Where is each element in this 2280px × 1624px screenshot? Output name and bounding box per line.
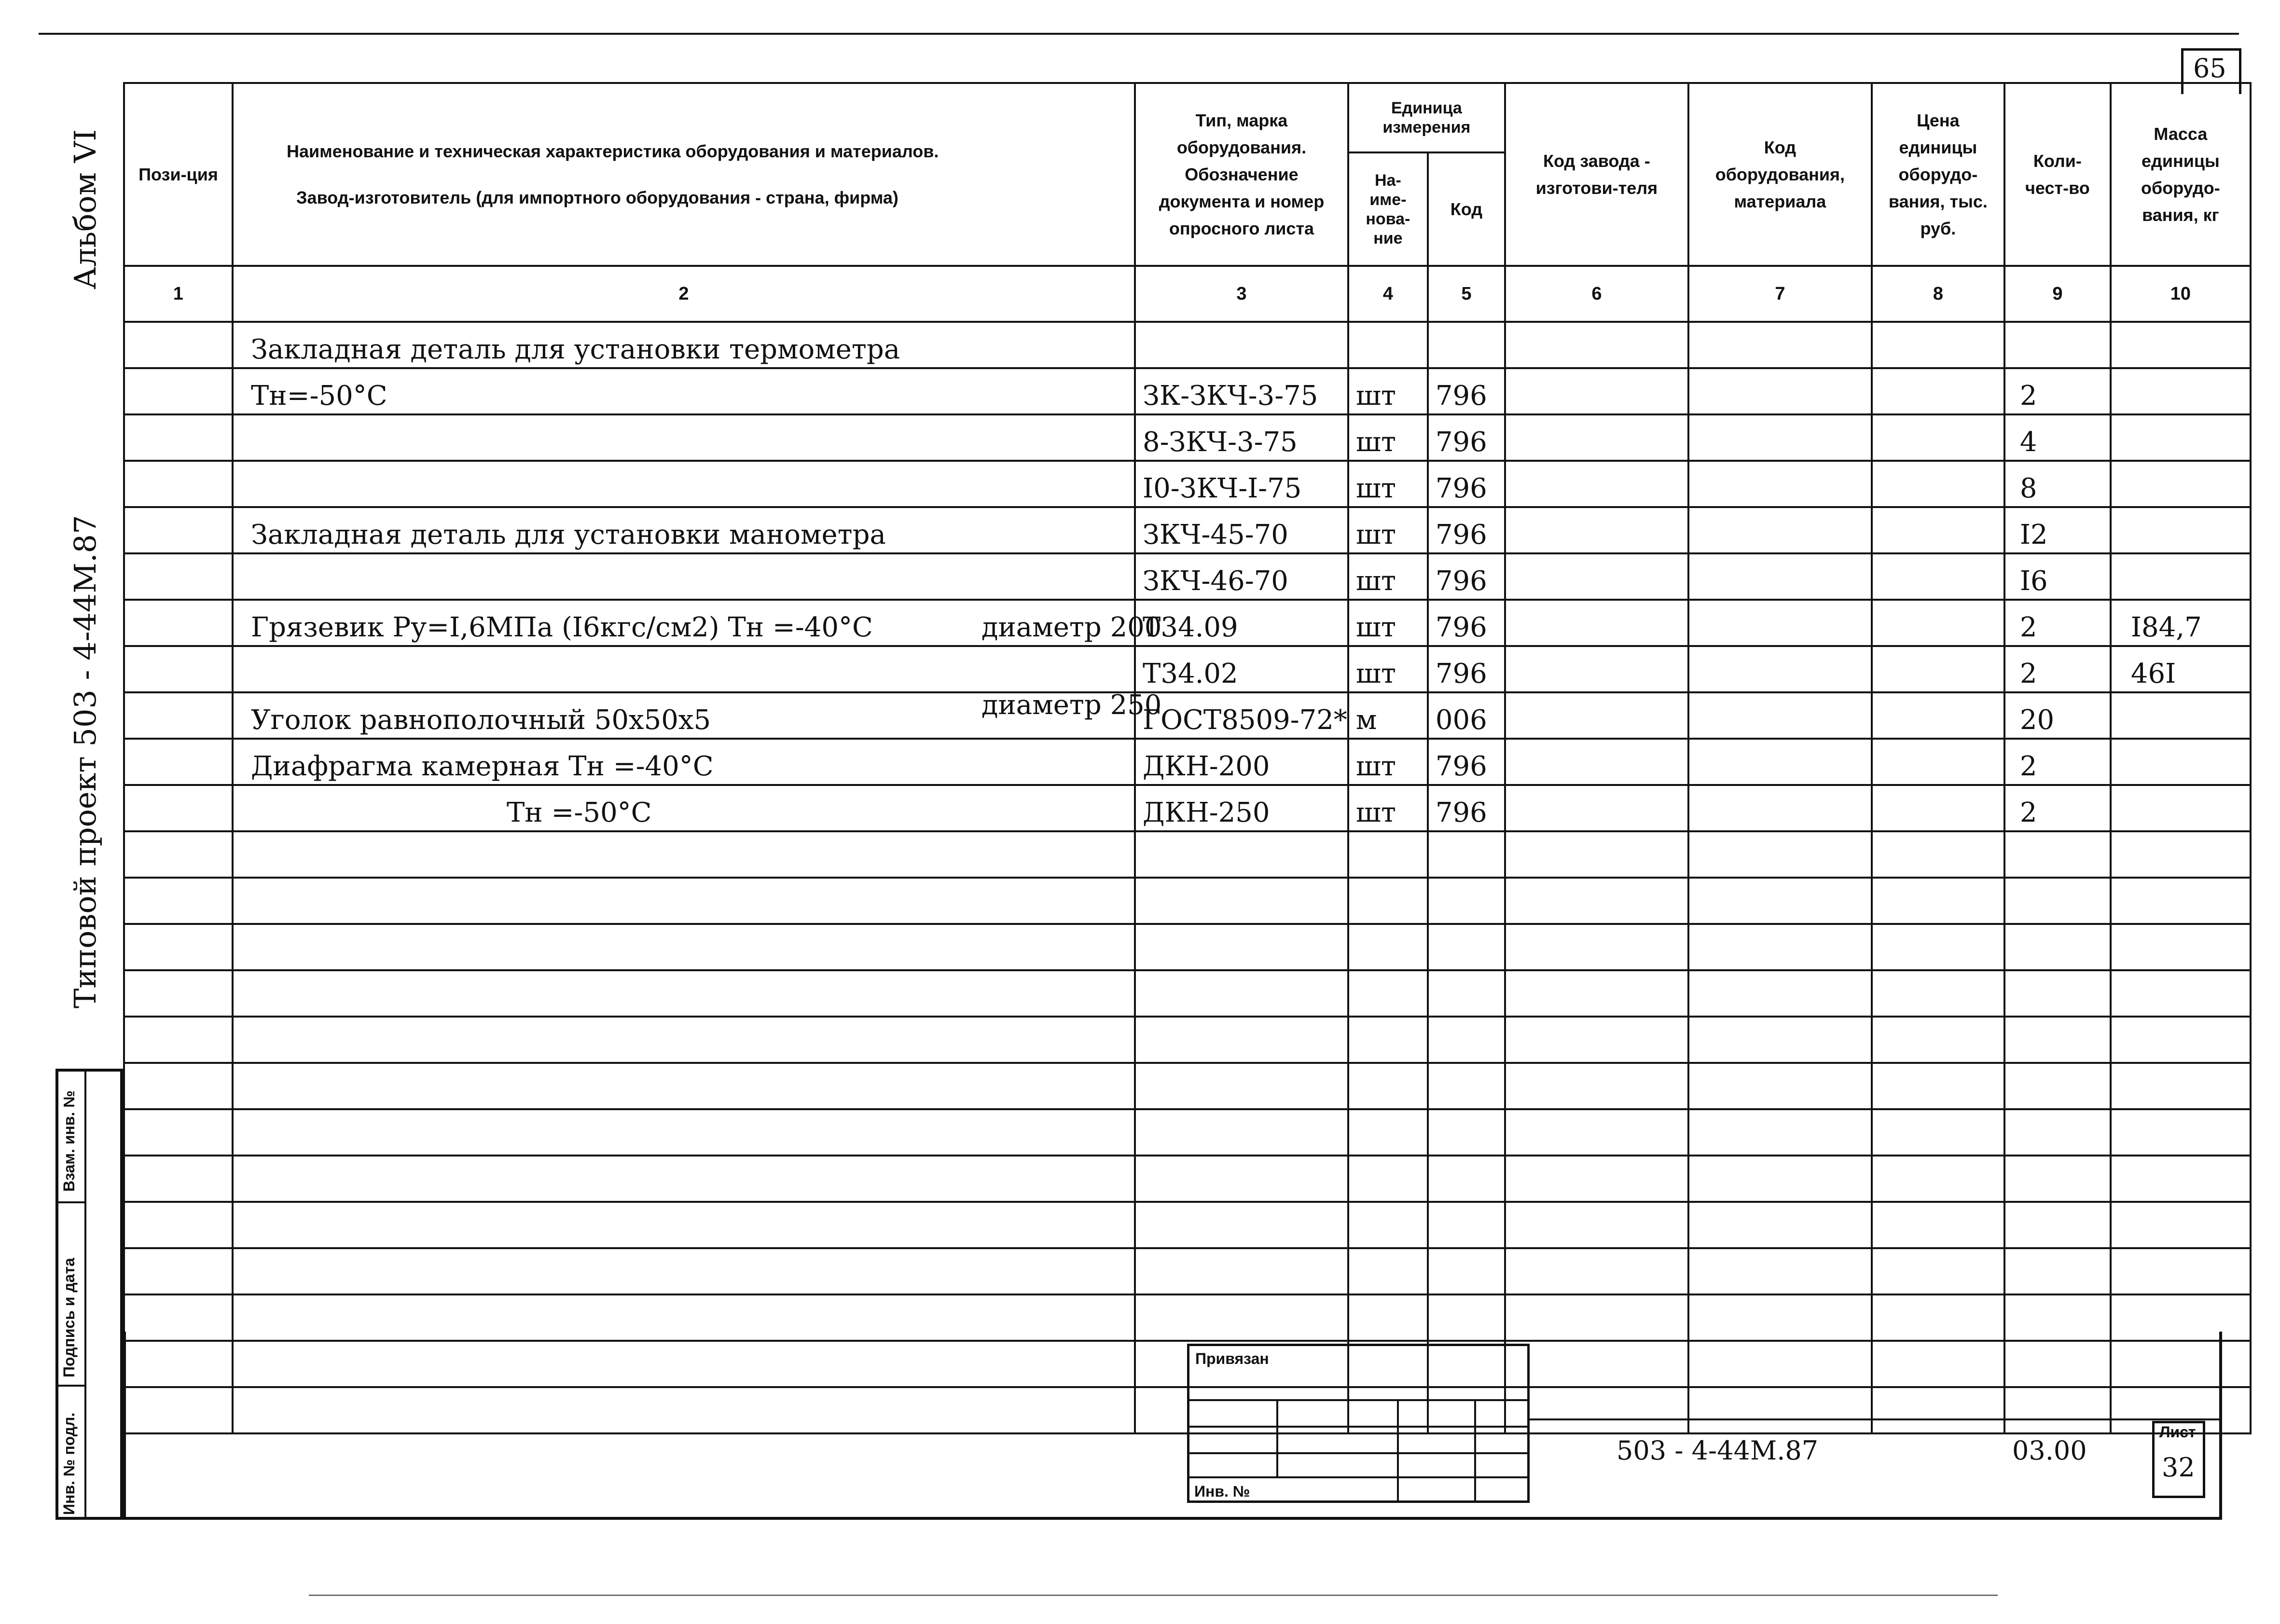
header-unit-name: На-име-нова-ние <box>1348 152 1428 266</box>
empty-cell <box>1505 924 1688 970</box>
column-number: 7 <box>1688 266 1872 322</box>
privyazan-stamp <box>1187 1344 1530 1503</box>
factory-code-cell <box>1505 322 1688 368</box>
stamp-divider <box>55 1201 86 1203</box>
type-cell: ГОСТ8509-72* <box>1135 692 1348 739</box>
empty-cell <box>1135 1017 1348 1063</box>
empty-cell <box>2004 1202 2111 1248</box>
equipment-code-cell <box>1688 322 1872 368</box>
quantity-cell: 2 <box>2004 600 2111 646</box>
factory-code-cell <box>1505 692 1688 739</box>
unit-name-cell: шт <box>1348 600 1428 646</box>
name-cell <box>233 461 1135 507</box>
empty-cell <box>2004 831 2111 878</box>
empty-cell <box>1872 878 2004 924</box>
empty-cell <box>124 1063 233 1109</box>
equipment-code-cell <box>1688 785 1872 831</box>
column-number: 1 <box>124 266 233 322</box>
empty-cell <box>1428 1017 1505 1063</box>
empty-cell <box>124 1248 233 1294</box>
privyazan-line <box>1189 1476 1527 1478</box>
column-number: 4 <box>1348 266 1428 322</box>
mass-cell <box>2111 739 2251 785</box>
empty-cell <box>2004 1063 2111 1109</box>
column-number: 5 <box>1428 266 1505 322</box>
price-cell <box>1872 692 2004 739</box>
item-diameter: диаметр 250 <box>981 689 1162 721</box>
equipment-code-cell <box>1688 739 1872 785</box>
empty-cell <box>1505 1063 1688 1109</box>
empty-cell <box>1135 1248 1348 1294</box>
empty-cell <box>1348 1248 1428 1294</box>
header-equipment-code: Код оборудования, материала <box>1688 83 1872 266</box>
empty-cell <box>1505 1017 1688 1063</box>
empty-cell <box>1348 1202 1428 1248</box>
document-code: 503 - 4-44М.87 <box>1617 1435 1819 1466</box>
empty-cell <box>1505 1156 1688 1202</box>
column-number: 2 <box>233 266 1135 322</box>
unit-code-cell: 796 <box>1428 646 1505 692</box>
empty-cell <box>2111 1063 2251 1109</box>
empty-cell <box>1688 878 1872 924</box>
empty-cell <box>1135 924 1348 970</box>
position-cell <box>124 646 233 692</box>
unit-name-cell: шт <box>1348 785 1428 831</box>
header-name-line2: Завод-изготовитель (для импортного оборудования - страна, фирма) <box>296 187 898 207</box>
empty-cell <box>1348 924 1428 970</box>
factory-code-cell <box>1505 785 1688 831</box>
header-name-line1: Наименование и техническая характеристика оборудования и материалов. <box>287 141 939 161</box>
unit-name-cell: шт <box>1348 507 1428 553</box>
column-number: 9 <box>2004 266 2111 322</box>
empty-cell <box>1872 924 2004 970</box>
empty-cell <box>2111 1109 2251 1156</box>
factory-code-cell <box>1505 368 1688 414</box>
empty-cell <box>1348 970 1428 1017</box>
privyazan-line <box>1276 1399 1278 1476</box>
empty-cell <box>1872 831 2004 878</box>
unit-name-cell: шт <box>1348 646 1428 692</box>
empty-cell <box>1135 1063 1348 1109</box>
type-cell: 8-ЗКЧ-3-75 <box>1135 414 1348 461</box>
empty-cell <box>1505 878 1688 924</box>
privyazan-line <box>1189 1399 1527 1401</box>
document-subcode: 03.00 <box>2012 1435 2087 1466</box>
title-block-line <box>1530 1418 2222 1420</box>
empty-cell <box>233 1156 1135 1202</box>
type-cell: ЗКЧ-46-70 <box>1135 553 1348 600</box>
empty-cell <box>2111 1202 2251 1248</box>
unit-code-cell: 796 <box>1428 739 1505 785</box>
empty-cell <box>1428 1202 1505 1248</box>
price-cell <box>1872 368 2004 414</box>
empty-cell <box>2111 1156 2251 1202</box>
empty-cell <box>233 1109 1135 1156</box>
header-unit-code: Код <box>1428 152 1505 266</box>
empty-cell <box>1428 1063 1505 1109</box>
empty-cell <box>233 1202 1135 1248</box>
empty-cell <box>124 1156 233 1202</box>
privyazan-line <box>1189 1426 1527 1428</box>
quantity-cell: 20 <box>2004 692 2111 739</box>
empty-cell <box>233 1017 1135 1063</box>
empty-cell <box>1348 1156 1428 1202</box>
price-cell <box>1872 739 2004 785</box>
position-cell <box>124 600 233 646</box>
name-cell <box>233 414 1135 461</box>
empty-cell <box>2111 878 2251 924</box>
header-factory-code: Код завода - изготови-теля <box>1505 83 1688 266</box>
type-cell: Т34.02 <box>1135 646 1348 692</box>
empty-cell <box>1688 1063 1872 1109</box>
empty-cell <box>1135 878 1348 924</box>
price-cell <box>1872 322 2004 368</box>
type-cell: ДКН-200 <box>1135 739 1348 785</box>
table-row <box>124 553 2251 600</box>
empty-cell <box>1135 831 1348 878</box>
name-cell <box>233 785 1135 831</box>
unit-name-cell: м <box>1348 692 1428 739</box>
stamp-label-podpis: Подпись и дата <box>60 1258 78 1377</box>
empty-cell <box>2004 1156 2111 1202</box>
quantity-cell: I6 <box>2004 553 2111 600</box>
position-cell <box>124 785 233 831</box>
equipment-code-cell <box>1688 507 1872 553</box>
factory-code-cell <box>1505 507 1688 553</box>
empty-cell <box>2111 1248 2251 1294</box>
type-cell <box>1135 322 1348 368</box>
empty-cell <box>233 1248 1135 1294</box>
empty-cell <box>1428 1109 1505 1156</box>
empty-table-row <box>124 1063 2251 1109</box>
empty-cell <box>2111 924 2251 970</box>
factory-code-cell <box>1505 600 1688 646</box>
quantity-cell: 2 <box>2004 368 2111 414</box>
empty-cell <box>1428 924 1505 970</box>
position-cell <box>124 739 233 785</box>
empty-cell <box>1348 831 1428 878</box>
column-number: 10 <box>2111 266 2251 322</box>
empty-cell <box>233 1063 1135 1109</box>
item-name: Уголок равнополочный 50x50x5 <box>251 704 711 736</box>
empty-cell <box>1688 1156 1872 1202</box>
item-name: Грязевик Ру=I,6МПа (I6кгс/см2) Тн =-40°C <box>251 612 873 643</box>
empty-cell <box>1688 1202 1872 1248</box>
mass-cell <box>2111 461 2251 507</box>
empty-cell <box>1428 878 1505 924</box>
header-name <box>233 83 1135 266</box>
empty-cell <box>1872 970 2004 1017</box>
quantity-cell <box>2004 322 2111 368</box>
mass-cell <box>2111 507 2251 553</box>
table-row <box>124 507 2251 553</box>
sheet-label: Лист <box>2159 1423 2196 1441</box>
price-cell <box>1872 646 2004 692</box>
empty-cell <box>2004 1109 2111 1156</box>
empty-table-row <box>124 1109 2251 1156</box>
name-cell <box>233 507 1135 553</box>
equipment-code-cell <box>1688 692 1872 739</box>
name-cell <box>233 739 1135 785</box>
empty-cell <box>1872 1248 2004 1294</box>
name-cell <box>233 322 1135 368</box>
empty-cell <box>233 878 1135 924</box>
equipment-code-cell <box>1688 600 1872 646</box>
empty-cell <box>2004 878 2111 924</box>
quantity-cell: 2 <box>2004 785 2111 831</box>
quantity-cell: I2 <box>2004 507 2111 553</box>
empty-cell <box>124 1109 233 1156</box>
empty-cell <box>1872 1063 2004 1109</box>
quantity-cell: 4 <box>2004 414 2111 461</box>
equipment-code-cell <box>1688 461 1872 507</box>
factory-code-cell <box>1505 461 1688 507</box>
empty-cell <box>1348 1109 1428 1156</box>
column-number: 6 <box>1505 266 1688 322</box>
position-cell <box>124 322 233 368</box>
unit-name-cell: шт <box>1348 553 1428 600</box>
empty-cell <box>1135 1109 1348 1156</box>
inv-no-label: Инв. № <box>1194 1483 1250 1500</box>
table-row <box>124 785 2251 831</box>
empty-cell <box>1348 1017 1428 1063</box>
column-number: 8 <box>1872 266 2004 322</box>
empty-table-row <box>124 1202 2251 1248</box>
empty-cell <box>1135 1202 1348 1248</box>
empty-cell <box>1688 924 1872 970</box>
empty-cell <box>1872 1156 2004 1202</box>
type-cell: ЗК-ЗКЧ-3-75 <box>1135 368 1348 414</box>
empty-table-row <box>124 924 2251 970</box>
unit-name-cell: шт <box>1348 461 1428 507</box>
item-diameter: диаметр 200 <box>981 612 1162 643</box>
empty-cell <box>1505 970 1688 1017</box>
empty-cell <box>1135 970 1348 1017</box>
empty-cell <box>1688 1109 1872 1156</box>
mass-cell <box>2111 785 2251 831</box>
unit-name-cell: шт <box>1348 739 1428 785</box>
bottom-rule <box>309 1595 1998 1596</box>
header-position: Пози-ция <box>124 83 233 266</box>
empty-table-row <box>124 1017 2251 1063</box>
empty-cell <box>2111 831 2251 878</box>
unit-name-cell <box>1348 322 1428 368</box>
quantity-cell: 2 <box>2004 646 2111 692</box>
type-cell: ЗКЧ-45-70 <box>1135 507 1348 553</box>
table-row <box>124 692 2251 739</box>
empty-cell <box>1348 878 1428 924</box>
name-cell <box>233 600 1162 646</box>
factory-code-cell <box>1505 646 1688 692</box>
table-row <box>124 368 2251 414</box>
equipment-code-cell <box>1688 553 1872 600</box>
price-cell <box>1872 414 2004 461</box>
project-title: Типовой проект 503 - 4-44М.87 <box>68 515 103 1008</box>
unit-code-cell <box>1428 322 1505 368</box>
item-name: Закладная деталь для установки манометра <box>251 519 886 551</box>
empty-cell <box>1688 1017 1872 1063</box>
price-cell <box>1872 553 2004 600</box>
empty-table-row <box>124 1156 2251 1202</box>
album-title: Альбом VI <box>68 129 103 289</box>
mass-cell: 46I <box>2111 646 2251 692</box>
quantity-cell: 8 <box>2004 461 2111 507</box>
empty-cell <box>1872 1202 2004 1248</box>
empty-cell <box>1872 1017 2004 1063</box>
position-cell <box>124 461 233 507</box>
header-price: Цена единицы оборудо-вания, тыс. руб. <box>1872 83 2004 266</box>
mass-cell <box>2111 414 2251 461</box>
empty-cell <box>124 1202 233 1248</box>
empty-cell <box>124 924 233 970</box>
header-mass: Масса единицы оборудо-вания, кг <box>2111 83 2251 266</box>
empty-cell <box>124 831 233 878</box>
empty-cell <box>1428 831 1505 878</box>
unit-code-cell: 796 <box>1428 368 1505 414</box>
item-name: Тн=-50°C <box>251 380 387 412</box>
price-cell <box>1872 600 2004 646</box>
empty-cell <box>1505 831 1688 878</box>
type-cell: ДКН-250 <box>1135 785 1348 831</box>
mass-cell <box>2111 692 2251 739</box>
header-type: Тип, марка оборудования. Обозначение документа и номер опросного листа <box>1135 83 1348 266</box>
factory-code-cell <box>1505 739 1688 785</box>
table-row <box>124 600 2251 646</box>
column-number: 3 <box>1135 266 1348 322</box>
table-row <box>124 646 2251 692</box>
empty-cell <box>233 970 1135 1017</box>
table-row <box>124 739 2251 785</box>
stamp-divider <box>55 1385 86 1387</box>
empty-cell <box>1428 970 1505 1017</box>
empty-cell <box>1505 1109 1688 1156</box>
empty-table-row <box>124 970 2251 1017</box>
position-cell <box>124 368 233 414</box>
quantity-cell: 2 <box>2004 739 2111 785</box>
privyazan-line <box>1189 1452 1527 1454</box>
type-cell: I0-ЗКЧ-I-75 <box>1135 461 1348 507</box>
column-number-row <box>124 266 2251 322</box>
equipment-code-cell <box>1688 414 1872 461</box>
equipment-code-cell <box>1688 368 1872 414</box>
empty-cell <box>124 970 233 1017</box>
position-cell <box>124 553 233 600</box>
sheet-number: 32 <box>2162 1452 2195 1483</box>
empty-cell <box>1348 1063 1428 1109</box>
unit-code-cell: 796 <box>1428 507 1505 553</box>
empty-cell <box>2004 1017 2111 1063</box>
empty-cell <box>233 924 1135 970</box>
unit-code-cell: 006 <box>1428 692 1505 739</box>
name-cell <box>233 368 1135 414</box>
specification-table <box>123 82 2252 1434</box>
mass-cell: I84,7 <box>2111 600 2251 646</box>
empty-cell <box>1688 831 1872 878</box>
header-unit-group: Единица измерения <box>1348 83 1505 152</box>
factory-code-cell <box>1505 414 1688 461</box>
price-cell <box>1872 785 2004 831</box>
privyazan-label: Привязан <box>1195 1350 1269 1367</box>
empty-cell <box>2004 970 2111 1017</box>
empty-cell <box>2111 970 2251 1017</box>
position-cell <box>124 507 233 553</box>
equipment-code-cell <box>1688 646 1872 692</box>
empty-cell <box>2004 924 2111 970</box>
empty-cell <box>1428 1248 1505 1294</box>
item-name: Диафрагма камерная Тн =-40°C <box>251 751 714 782</box>
price-cell <box>1872 507 2004 553</box>
empty-cell <box>124 1017 233 1063</box>
position-cell <box>124 692 233 739</box>
privyazan-line <box>1397 1399 1399 1503</box>
empty-cell <box>1505 1202 1688 1248</box>
empty-cell <box>1505 1248 1688 1294</box>
price-cell <box>1872 461 2004 507</box>
privyazan-line <box>1474 1399 1476 1503</box>
table-row <box>124 322 2251 368</box>
mass-cell <box>2111 553 2251 600</box>
empty-cell <box>233 831 1135 878</box>
page-number: 65 <box>2193 53 2226 83</box>
title-block-frame <box>123 1332 2222 1520</box>
empty-table-row <box>124 831 2251 878</box>
unit-name-cell: шт <box>1348 368 1428 414</box>
unit-code-cell: 796 <box>1428 461 1505 507</box>
mass-cell <box>2111 368 2251 414</box>
empty-cell <box>1688 1248 1872 1294</box>
unit-code-cell: 796 <box>1428 785 1505 831</box>
item-name: Тн =-50°C <box>507 797 652 828</box>
unit-code-cell: 796 <box>1428 553 1505 600</box>
unit-name-cell: шт <box>1348 414 1428 461</box>
stamp-label-vzam: Взам. инв. № <box>60 1090 78 1192</box>
type-cell: Т34.09 <box>1135 600 1348 646</box>
empty-cell <box>2004 1248 2111 1294</box>
top-rule <box>39 33 2239 35</box>
mass-cell <box>2111 322 2251 368</box>
table-row <box>124 414 2251 461</box>
position-cell <box>124 414 233 461</box>
empty-cell <box>2111 1017 2251 1063</box>
header-quantity: Коли-чест-во <box>2004 83 2111 266</box>
unit-code-cell: 796 <box>1428 414 1505 461</box>
empty-table-row <box>124 1248 2251 1294</box>
stamp-divider <box>84 1069 86 1520</box>
empty-cell <box>1872 1109 2004 1156</box>
empty-cell <box>124 878 233 924</box>
item-name: Закладная деталь для установки термометра <box>251 334 900 365</box>
empty-cell <box>1135 1156 1348 1202</box>
empty-cell <box>1428 1156 1505 1202</box>
unit-code-cell: 796 <box>1428 600 1505 646</box>
table-row <box>124 461 2251 507</box>
empty-table-row <box>124 878 2251 924</box>
empty-cell <box>1688 970 1872 1017</box>
factory-code-cell <box>1505 553 1688 600</box>
name-cell <box>233 553 1135 600</box>
stamp-label-inv-podl: Инв. № подл. <box>60 1412 78 1515</box>
